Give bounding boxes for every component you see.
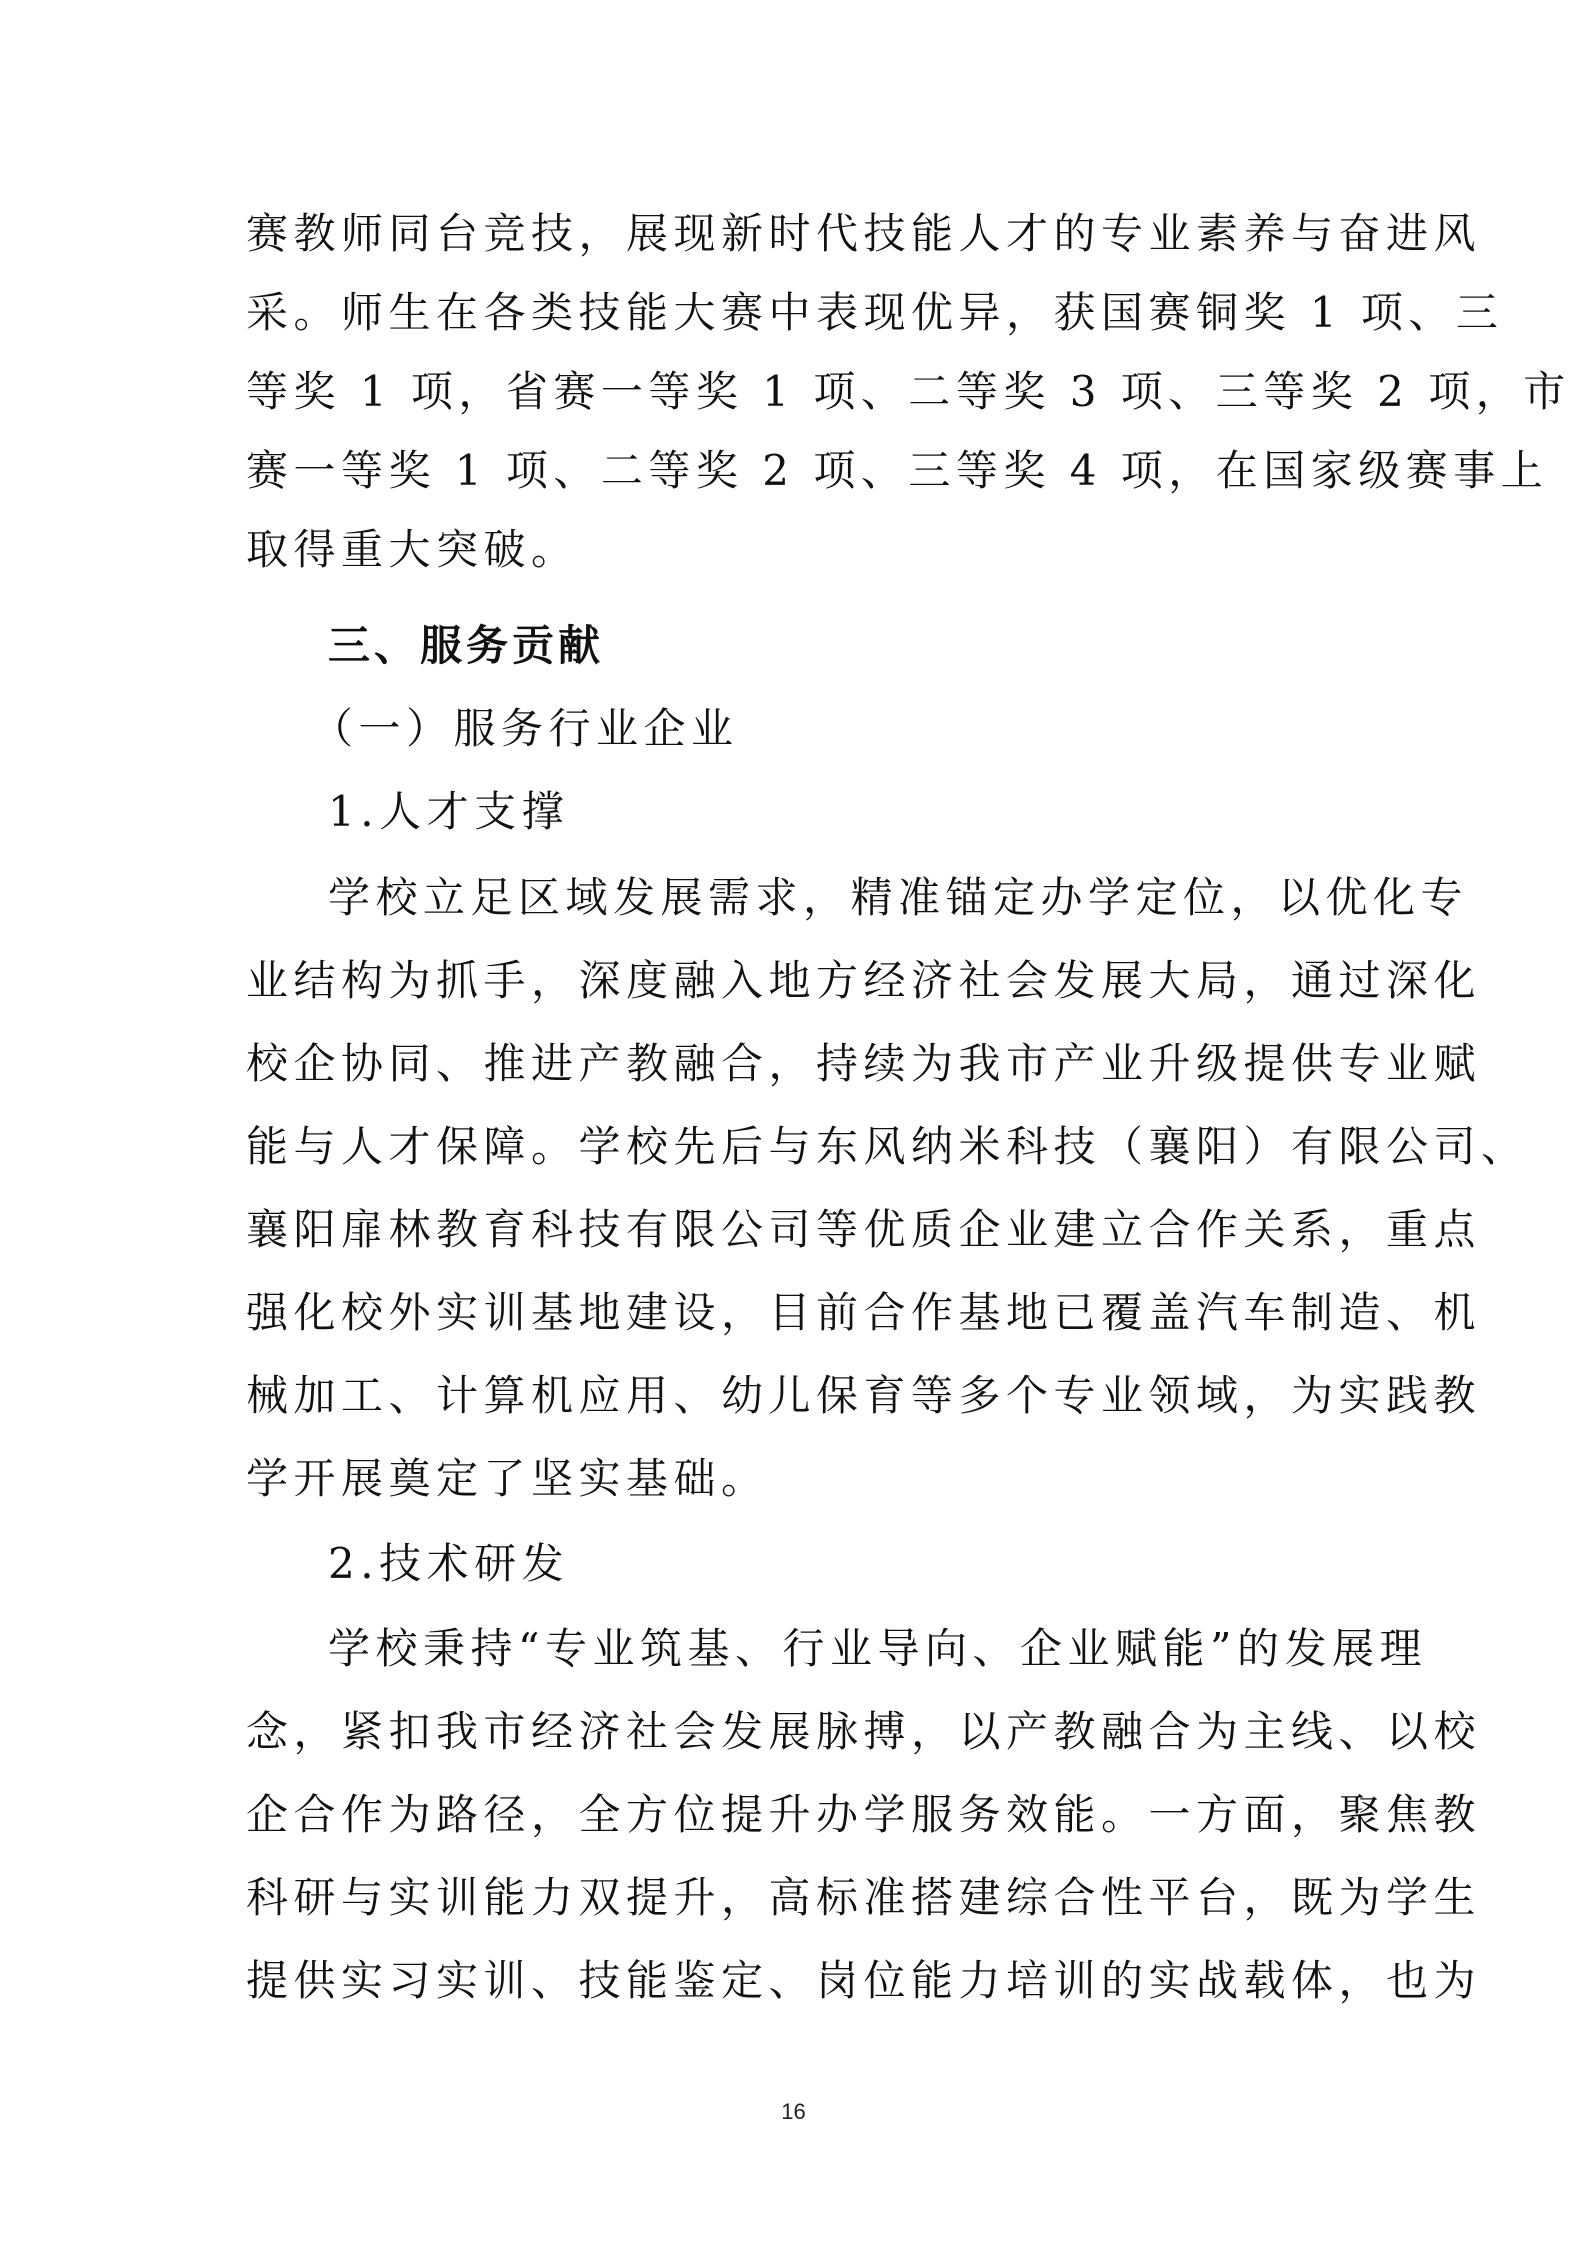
section-heading: 三、服务贡献	[328, 621, 605, 670]
item-heading: 2.技术研发	[328, 1539, 570, 1588]
paragraph-line: 赛教师同台竞技，展现新时代技能人才的专业素养与奋进风	[246, 209, 1482, 258]
subsection-heading: （一）服务行业企业	[311, 704, 739, 753]
page-number: 16	[781, 2099, 806, 2124]
paragraph-line: 业结构为抓手，深度融入地方经济社会发展大局，通过深化	[246, 956, 1482, 1005]
paragraph-line: 提供实习实训、技能鉴定、岗位能力培训的实战载体，也为	[246, 1956, 1482, 2005]
paragraph-line: 能与人才保障。学校先后与东风纳米科技（襄阳）有限公司、	[246, 1122, 1529, 1171]
paragraph-line: 强化校外实训基地建设，目前合作基地已覆盖汽车制造、机	[246, 1288, 1482, 1337]
paragraph-line: 校企协同、推进产教融合，持续为我市产业升级提供专业赋	[246, 1039, 1482, 1088]
paragraph-line: 等奖 1 项，省赛一等奖 1 项、二等奖 3 项、三等奖 2 项，市	[246, 367, 1571, 416]
paragraph-line: 学开展奠定了坚实基础。	[246, 1454, 769, 1503]
paragraph-line: 襄阳扉林教育科技有限公司等优质企业建立合作关系，重点	[246, 1205, 1482, 1254]
paragraph-line: 取得重大突破。	[246, 525, 579, 574]
paragraph-line: 念，紧扣我市经济社会发展脉搏，以产教融合为主线、以校	[246, 1707, 1482, 1756]
paragraph-line: 械加工、计算机应用、幼儿保育等多个专业领域，为实践教	[246, 1371, 1482, 1420]
paragraph-line: 学校秉持“专业筑基、行业导向、企业赋能”的发展理	[328, 1624, 1427, 1673]
paragraph-line: 赛一等奖 1 项、二等奖 2 项、三等奖 4 项，在国家级赛事上	[246, 446, 1549, 495]
paragraph-line: 科研与实训能力双提升，高标准搭建综合性平台，既为学生	[246, 1873, 1482, 1922]
paragraph-line: 学校立足区域发展需求，精准锚定办学定位，以优化专	[328, 873, 1469, 922]
paragraph-line: 企合作为路径，全方位提升办学服务效能。一方面，聚焦教	[246, 1790, 1482, 1839]
paragraph-line: 采。师生在各类技能大赛中表现优异，获国赛铜奖 1 项、三	[246, 288, 1504, 337]
item-heading: 1.人才支撑	[328, 787, 570, 836]
